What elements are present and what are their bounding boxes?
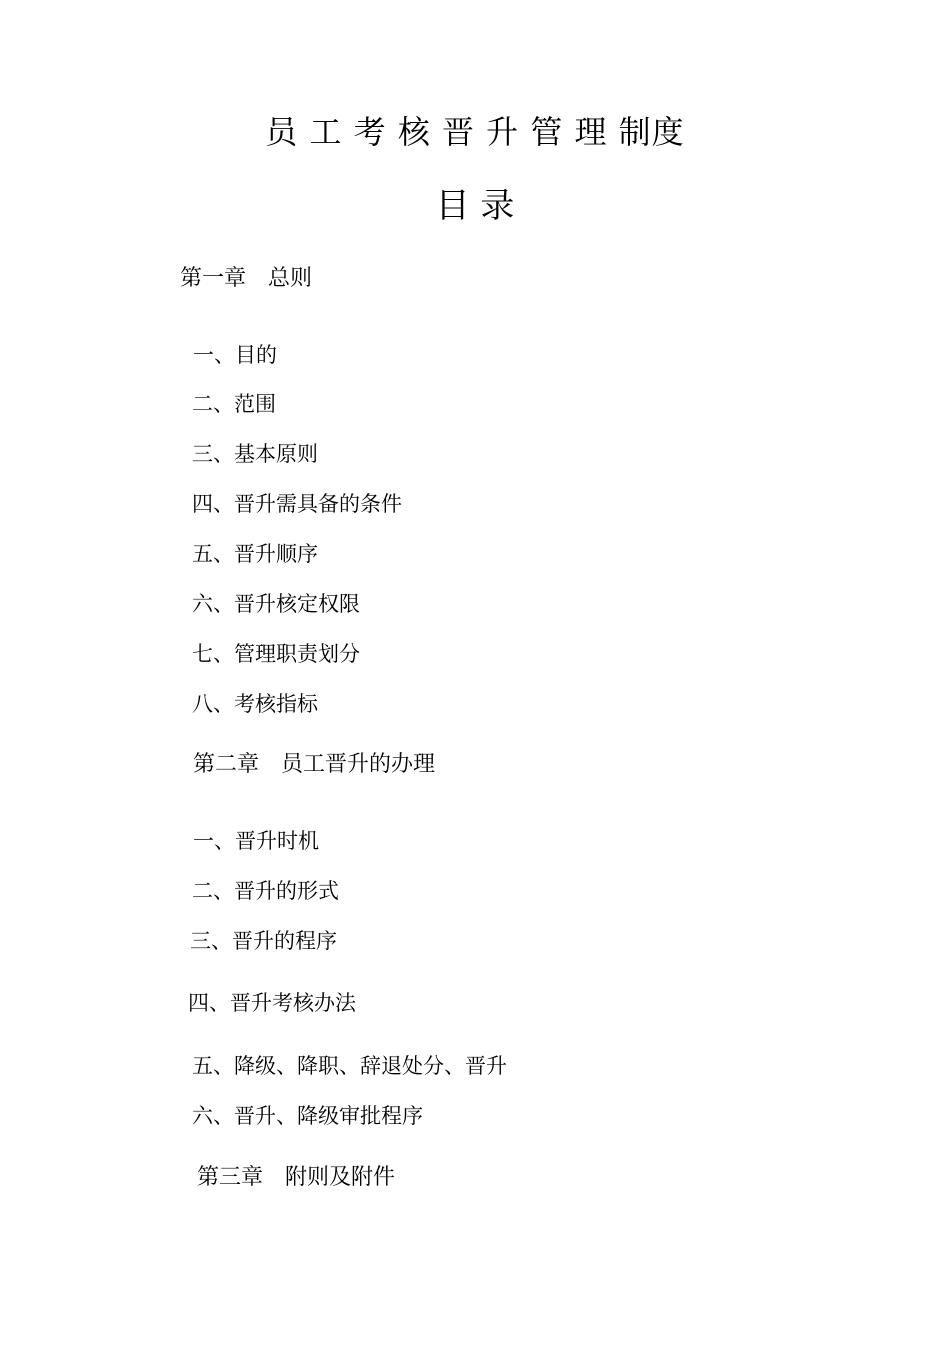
toc-item-1-8[interactable]: 八、考核指标 <box>192 692 318 716</box>
toc-item-1-7[interactable]: 七、管理职责划分 <box>192 642 360 666</box>
toc-item-2-3[interactable]: 三、晋升的程序 <box>190 929 337 953</box>
toc-item-1-4[interactable]: 四、晋升需具备的条件 <box>192 492 402 516</box>
toc-item-2-5[interactable]: 五、降级、降职、辞退处分、晋升 <box>192 1054 507 1078</box>
toc-chapter-1[interactable]: 第一章 总则 <box>180 266 313 291</box>
toc-item-2-4[interactable]: 四、晋升考核办法 <box>188 991 356 1015</box>
toc-item-2-2[interactable]: 二、晋升的形式 <box>192 879 339 903</box>
toc-item-1-1[interactable]: 一、目的 <box>193 343 277 367</box>
toc-item-1-2[interactable]: 二、范围 <box>192 392 276 416</box>
toc-item-1-3[interactable]: 三、基本原则 <box>192 442 318 466</box>
toc-item-1-6[interactable]: 六、晋升核定权限 <box>192 592 360 616</box>
toc-item-2-1[interactable]: 一、晋升时机 <box>193 829 319 853</box>
document-title: 员 工 考 核 晋 升 管 理 制度 <box>265 113 685 151</box>
toc-item-1-5[interactable]: 五、晋升顺序 <box>192 542 318 566</box>
toc-item-2-6[interactable]: 六、晋升、降级审批程序 <box>192 1104 423 1128</box>
toc-chapter-2[interactable]: 第二章 员工晋升的办理 <box>193 752 436 777</box>
toc-heading: 目 录 <box>435 186 515 226</box>
toc-chapter-3[interactable]: 第三章 附则及附件 <box>197 1165 396 1190</box>
